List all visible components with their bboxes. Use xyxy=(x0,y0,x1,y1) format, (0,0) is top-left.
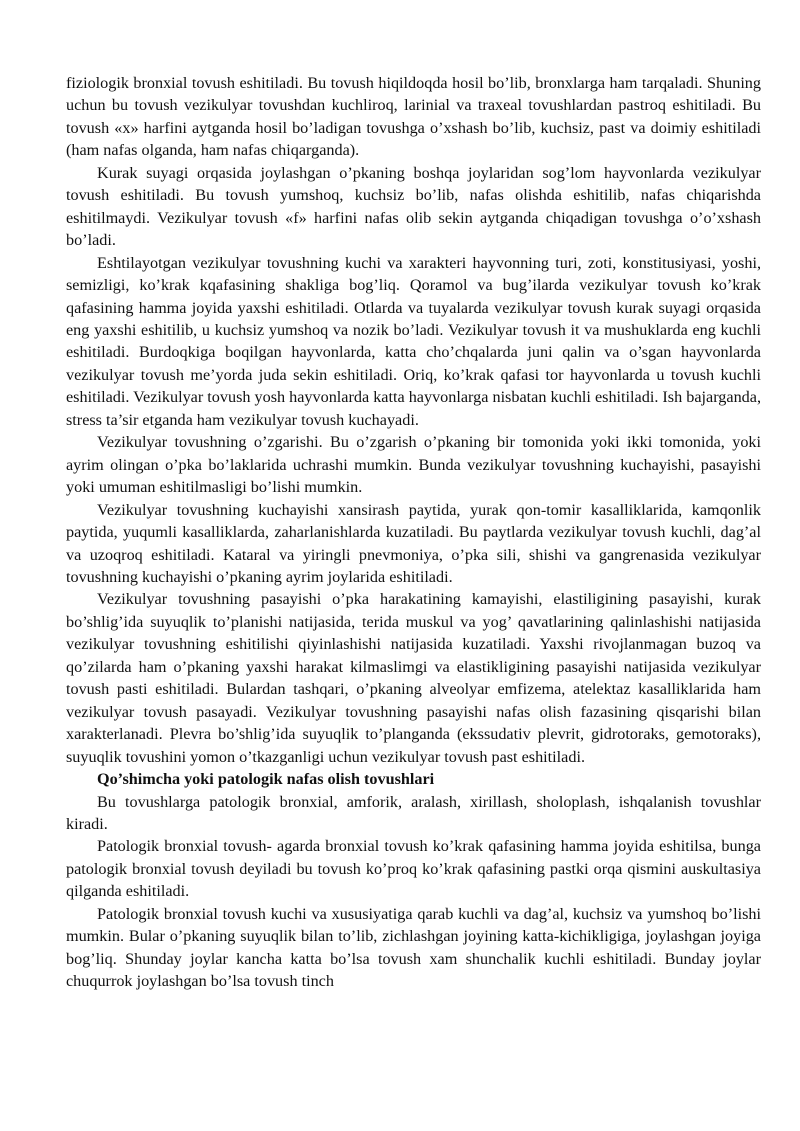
paragraph-pathological-strength: Patologik bronxial tovush kuchi va xususiyatiga qarab kuchli va dag’al, kuchsiz va yumshoq bo’lishi mumkin. Bular o’pkaning suyuqlik bilan to’lib, zichlashgan joyining katta-kichikligiga, joylashgan joyiga bog’liq. Shunday joylar kancha katta bo’lsa tovush xam shunchalik kuchli eshitiladi. Bunday joylar chuqurrok joylashgan bo’lsa tovush tinch xyxy=(66,904,761,991)
paragraph-pathological-list: Bu tovushlarga patologik bronxial, amforik, aralash, xirillash, sholoplash, ishqalanish tovushlar kiradi. xyxy=(66,792,761,833)
paragraph-continuation: fiziologik bronxial tovush eshitiladi. Bu tovush hiqildoqda hosil bo’lib, bronxlarga ham tarqaladi. Shuning uchun bu tovush vezikulyar tovushdan kuchliroq, larinial va traxeal tovushlardan pastroq eshitiladi. Bu tovush «x» harfini aytganda hosil bo’ladigan tovushga o’xshash bo’lib, kuchsiz, past va doimiy eshitiladi (ham nafas olganda, ham nafas chiqarganda). xyxy=(66,74,761,160)
paragraph-vesicular-normal: Kurak suyagi orqasida joylashgan o’pkaning boshqa joylaridan sog’lom hayvonlarda vezikulyar tovush eshitiladi. Bu tovush yumshoq, kuchsiz bo’lib, nafas olishda eshitilib, nafas chiqarishda eshitilmaydi. Vezikulyar tovush «f» harfini nafas olib sekin aytganda chiqadigan tovushga o’o’xshash bo’ladi. xyxy=(66,163,761,250)
paragraph-pathological-bronchial: Patologik bronxial tovush- agarda bronxial tovush ko’krak qafasining hamma joyida eshitilsa, bunga patologik bronxial tovush deyiladi bu tovush ko’proq ko’krak qafasining pastki orqa qismini auskultasiya qilganda eshitiladi. xyxy=(66,837,761,901)
document-page xyxy=(66,72,761,993)
paragraph-vesicular-change: Vezikulyar tovushning o’zgarishi. Bu o’zgarish o’pkaning bir tomonida yoki ikki tomonida, yoki ayrim olingan o’pka bo’laklarida uchrashi mumkin. Bunda vezikulyar tovushning kuchayishi, pasayishi yoki umuman eshitilmasligi bo’lishi mumkin. xyxy=(66,433,761,497)
paragraph-vesicular-factors: Eshtilayotgan vezikulyar tovushning kuchi va xarakteri hayvonning turi, zoti, konstitusiyasi, yoshi, semizligi, ko’krak kqafasining shakliga bog’liq. Qoramol va bug’ilarda vezikulyar tovush ko’krak qafasining hamma joyida yaxshi eshitiladi. Otlarda va tuyalarda vezikulyar tovush kurak suyagi orqasida eng yaxshi eshitilib, u kuchsiz yumshoq va nozik bo’ladi. Vezikulyar tovush it va mushuklarda eng kuchli eshitiladi. Burdoqkiga boqilgan hayvonlarda, katta cho’chqalarda juni qalin va o’sgan hayvonlarda vezikulyar tovush me’yorda juda sekin eshitiladi. Oriq, ko’krak qafasi tor hayvonlarda u tovush kuchli eshitiladi. Vezikulyar tovush yosh hayvonlarda katta hayvonlarga nisbatan kuchli eshitiladi. Ish bajarganda, stress ta’sir etganda ham vezikulyar tovush kuchayadi. xyxy=(66,253,761,429)
paragraph-vesicular-decrease: Vezikulyar tovushning pasayishi o’pka harakatining kamayishi, elastiligining pasayishi, kurak bo’shlig’ida suyuqlik to’planishi natijasida, terida muskul va yog’ qavatlarining qalinlashishi natijasida vezikulyar tovushning eshitilishi qiyinlashishi natijasida kuzatiladi. Yaxshi rivojlanmagan buzoq va qo’zilarda ham o’pkaning yaxshi harakat kilmaslimgi va elastikligining pasayishi natijasida vezikulyar tovush pasti eshitiladi. Bulardan tashqari, o’pkaning alveolyar emfizema, atelektaz kasalliklarida ham vezikulyar tovush pasayadi. Vezikulyar tovushning pasayishi nafas olish fazasining qisqarishi bilan xarakterlanadi. Plevra bo’shlig’ida suyuqlik to’planganda (ekssudativ plevrit, gidrotoraks, gemotoraks), suyuqlik tovushini yomon o’tkazganligi uchun vezikulyar tovush past eshitiladi. xyxy=(66,590,761,766)
section-heading: Qo’shimcha yoki patologik nafas olish tovushlari xyxy=(97,770,435,789)
paragraph-vesicular-increase: Vezikulyar tovushning kuchayishi xansirash paytida, yurak qon-tomir kasalliklarida, kamqonlik paytida, yuqumli kasalliklarda, zaharlanishlarda kuzatiladi. Bu paytlarda vezikulyar tovush kuchli, dag’al va uzoqroq eshitiladi. Kataral va yiringli pnevmoniya, o’pka sili, shishi va gangrenasida vezikulyar tovushning kuchayishi o’pkaning ayrim joylarida eshitiladi. xyxy=(66,500,761,586)
